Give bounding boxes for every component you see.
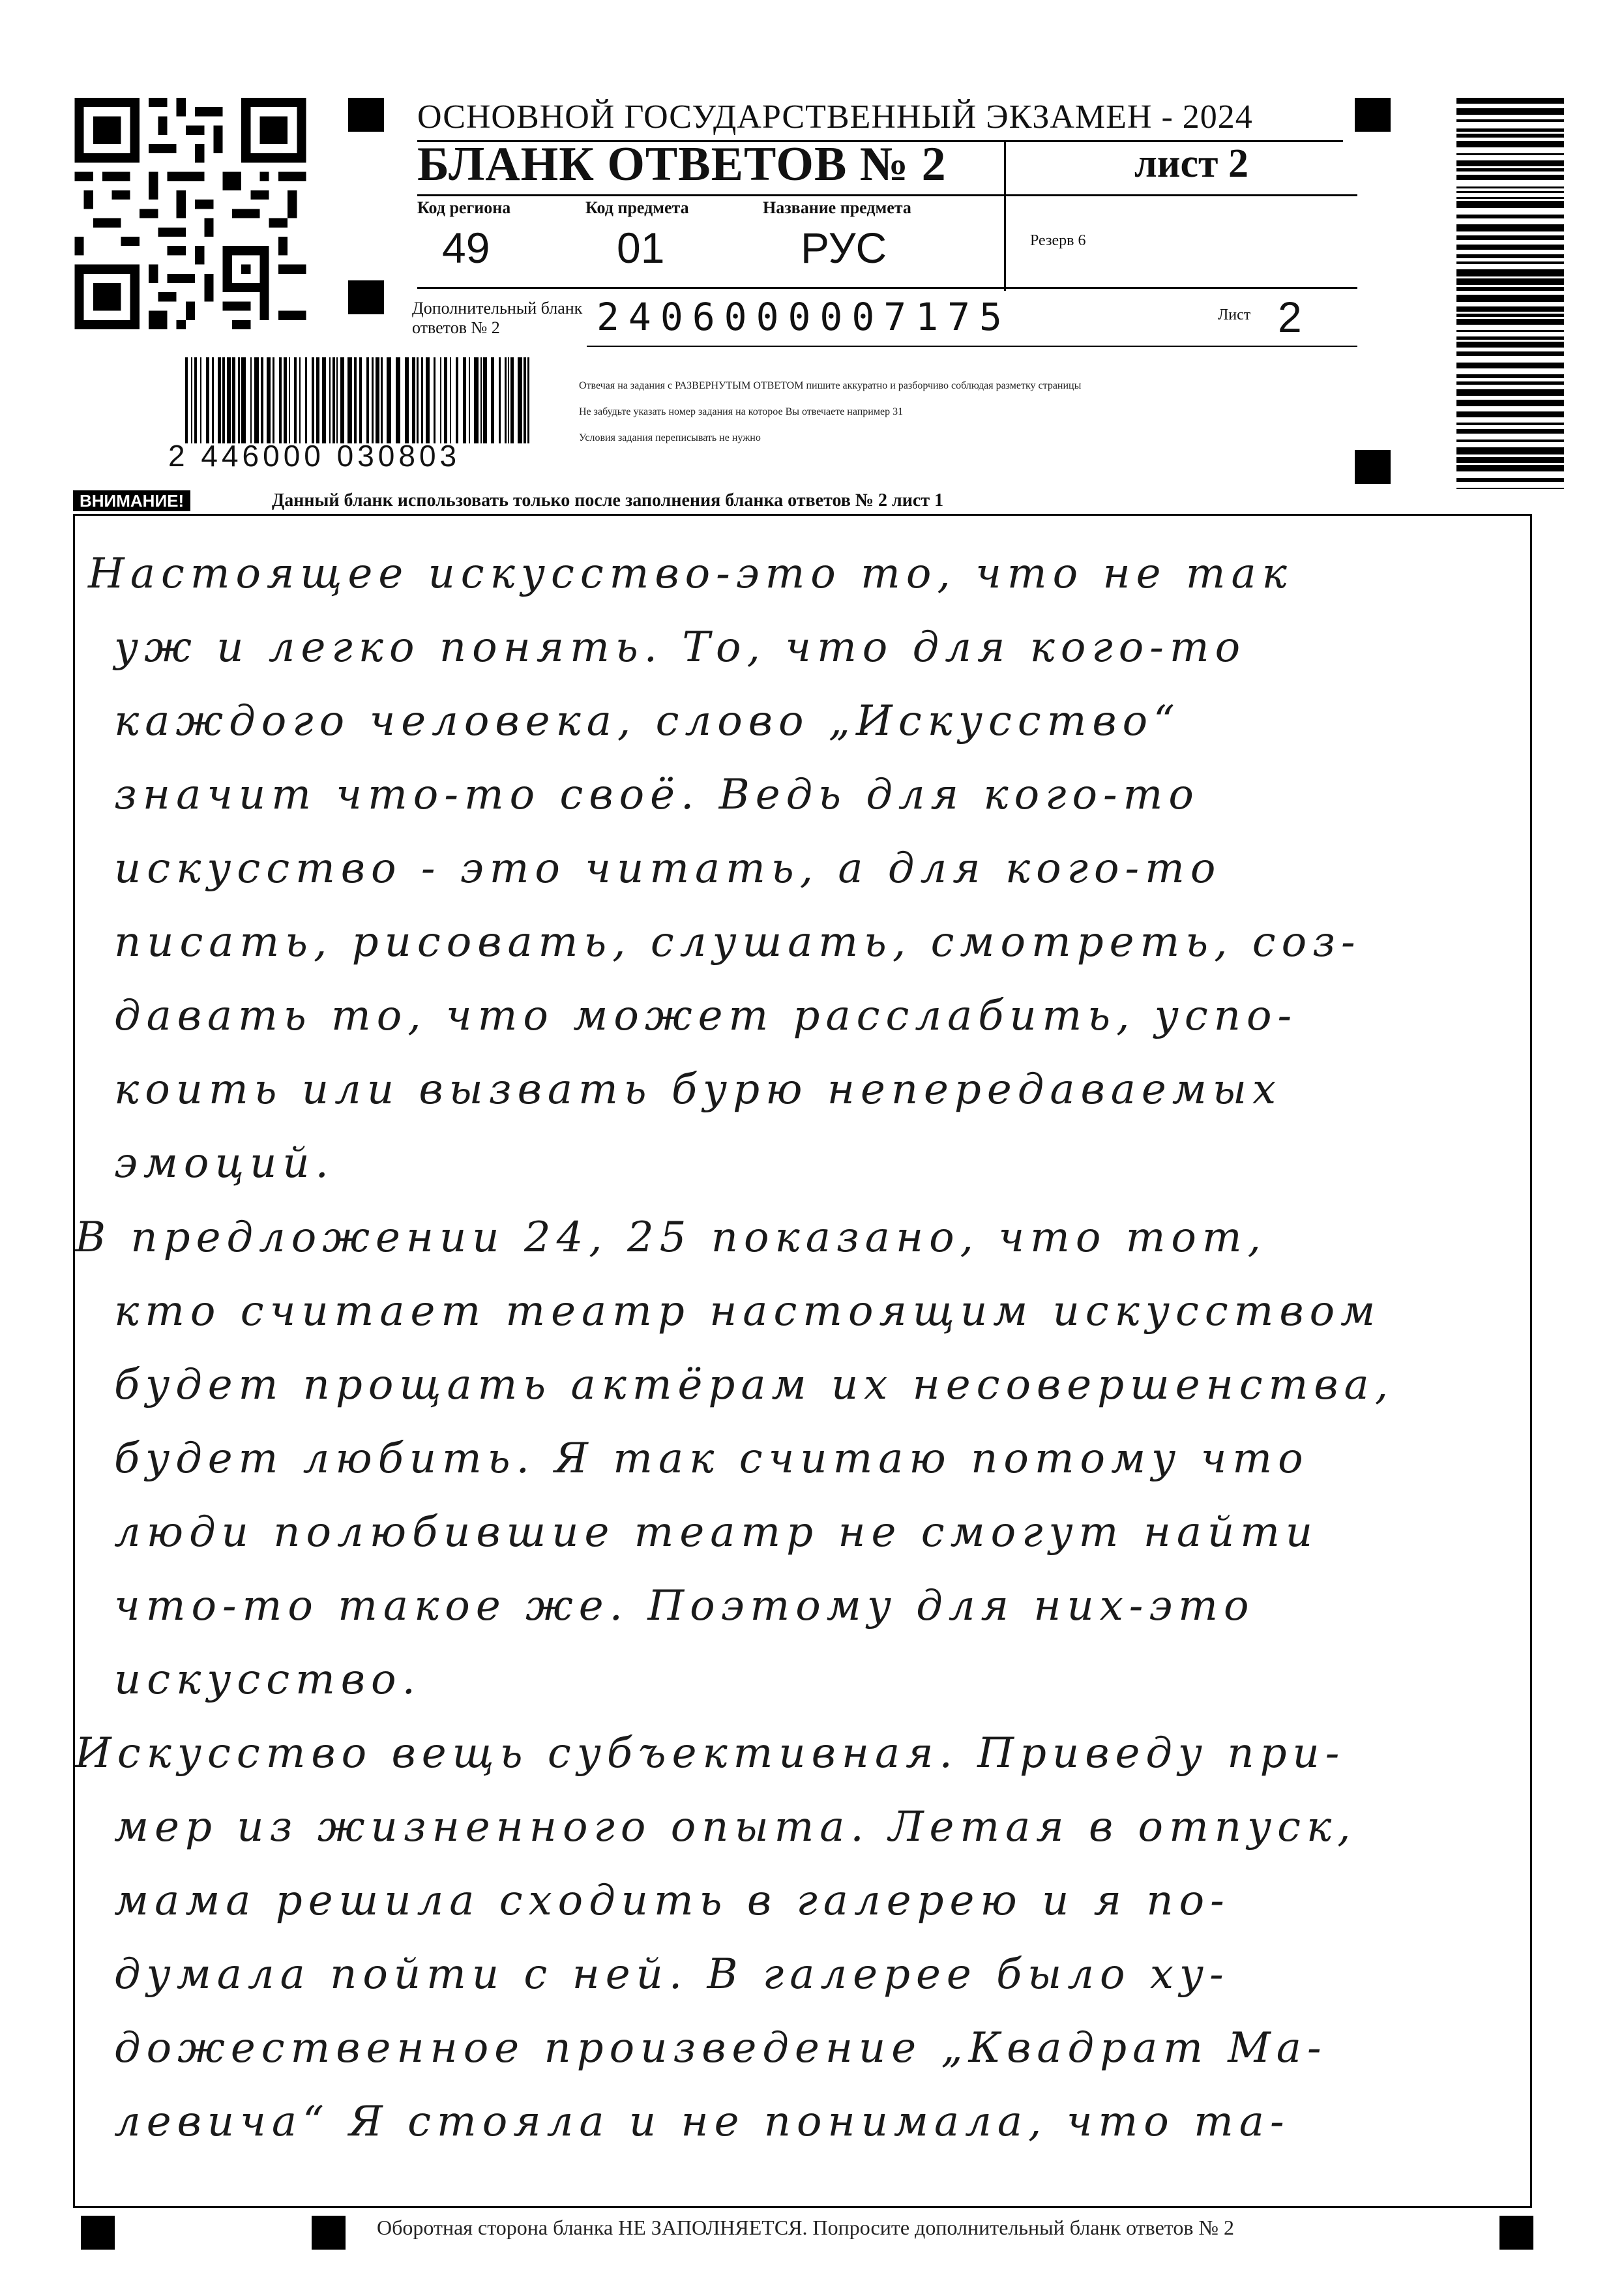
extra-blank-number: 2406000007175: [597, 295, 1011, 339]
answer-line: дожественное произведение „Квадрат Ма-: [114, 2024, 1327, 2072]
reserve-field: Резерв 6: [1030, 232, 1086, 249]
answer-line: писать, рисовать, слушать, смотреть, соз-: [114, 918, 1361, 966]
extra-rule: [587, 346, 1357, 347]
registration-mark: [348, 98, 384, 132]
instruction-line: Отвечая на задания с РАЗВЕРНУТЫМ ОТВЕТОМ пишите аккуратно и разборчиво соблюдая разметку страницы: [579, 380, 1082, 391]
answer-line: давать то, что может расслабить, успо-: [114, 992, 1298, 1040]
header-rule: [417, 194, 1357, 196]
instruction-line: Условия задания переписывать не нужно: [579, 432, 761, 443]
attention-bar: [73, 490, 1314, 511]
list-label: Лист: [1218, 306, 1251, 323]
registration-mark: [1355, 450, 1391, 484]
answer-area[interactable]: [73, 514, 1532, 2208]
subject-name-label: Название предмета: [763, 198, 911, 217]
answer-line: Настоящее искусство-это то, что не так: [88, 550, 1293, 598]
answer-line: что-то такое же. Поэтому для них-это: [114, 1582, 1255, 1630]
blank-title: БЛАНК ОТВЕТОВ № 2: [417, 138, 947, 191]
header-rule: [417, 287, 1357, 289]
barcode-bottom: [185, 357, 531, 443]
answer-line: мер из жизненного опыта. Летая в отпуск,: [114, 1803, 1357, 1851]
list-number: 2: [1278, 293, 1302, 341]
region-value: 49: [442, 224, 490, 272]
exam-title: ОСНОВНОЙ ГОСУДАРСТВЕННЫЙ ЭКЗАМЕН - 2024: [417, 98, 1343, 142]
extra-blank-label: Дополнительный бланк ответов № 2: [412, 299, 583, 337]
answer-line: кто считает театр настоящим искусством: [114, 1287, 1381, 1335]
answer-line: каждого человека, слово „Искусство“: [114, 697, 1181, 745]
attention-badge: ВНИМАНИЕ!: [73, 490, 190, 511]
answer-line: думала пойти с ней. В галерее было ху-: [114, 1950, 1230, 1999]
answer-line: искусство.: [114, 1656, 421, 1704]
subject-code-value: 01: [617, 224, 665, 272]
answer-line: значит что-то своё. Ведь для кого-то: [114, 771, 1200, 819]
registration-mark: [1499, 2216, 1533, 2250]
registration-mark: [348, 280, 384, 314]
header-divider: [1004, 142, 1006, 291]
answer-line: люди полюбившие театр не смогут найти: [114, 1508, 1319, 1556]
answer-line: будет любить. Я так считаю потому что: [114, 1435, 1309, 1483]
registration-mark: [312, 2216, 346, 2250]
attention-text: Данный бланк использовать только после заполнения бланка ответов № 2 лист 1: [272, 490, 944, 511]
answer-line: левича“ Я стояла и не понимала, что та-: [114, 2098, 1290, 2146]
instruction-line: Не забудьте указать номер задания на которое Вы отвечаете например 31: [579, 406, 904, 417]
registration-mark: [1355, 98, 1391, 132]
sheet-label: лист 2: [1134, 141, 1248, 186]
answer-line: уж и легко понять. То, что для кого-то: [114, 623, 1247, 672]
registration-mark: [81, 2216, 115, 2250]
answer-line: будет прощать актёрам их несовершенства,: [114, 1361, 1395, 1409]
footer-note: Оборотная сторона бланка НЕ ЗАПОЛНЯЕТСЯ. Попросите дополнительный бланк ответов № 2: [377, 2216, 1234, 2239]
answer-line: искусство - это читать, а для кого-то: [114, 844, 1222, 893]
answer-line: Искусство вещь субъективная. Приведу при-: [75, 1729, 1346, 1778]
answer-line: В предложении 24, 25 показано, что тот,: [75, 1213, 1267, 1262]
qr-code: [73, 98, 308, 329]
answer-line: мама решила сходить в галерею и я по-: [114, 1877, 1230, 1925]
barcode-side: [1456, 98, 1564, 489]
subject-code-label: Код предмета: [585, 198, 689, 217]
barcode-digits: 2 446000 030803: [168, 439, 461, 473]
region-label: Код региона: [417, 198, 511, 217]
answer-line: коить или вызвать бурю непередаваемых: [114, 1065, 1282, 1114]
answer-line: эмоций.: [114, 1139, 334, 1187]
subject-name-value: РУС: [801, 224, 887, 272]
